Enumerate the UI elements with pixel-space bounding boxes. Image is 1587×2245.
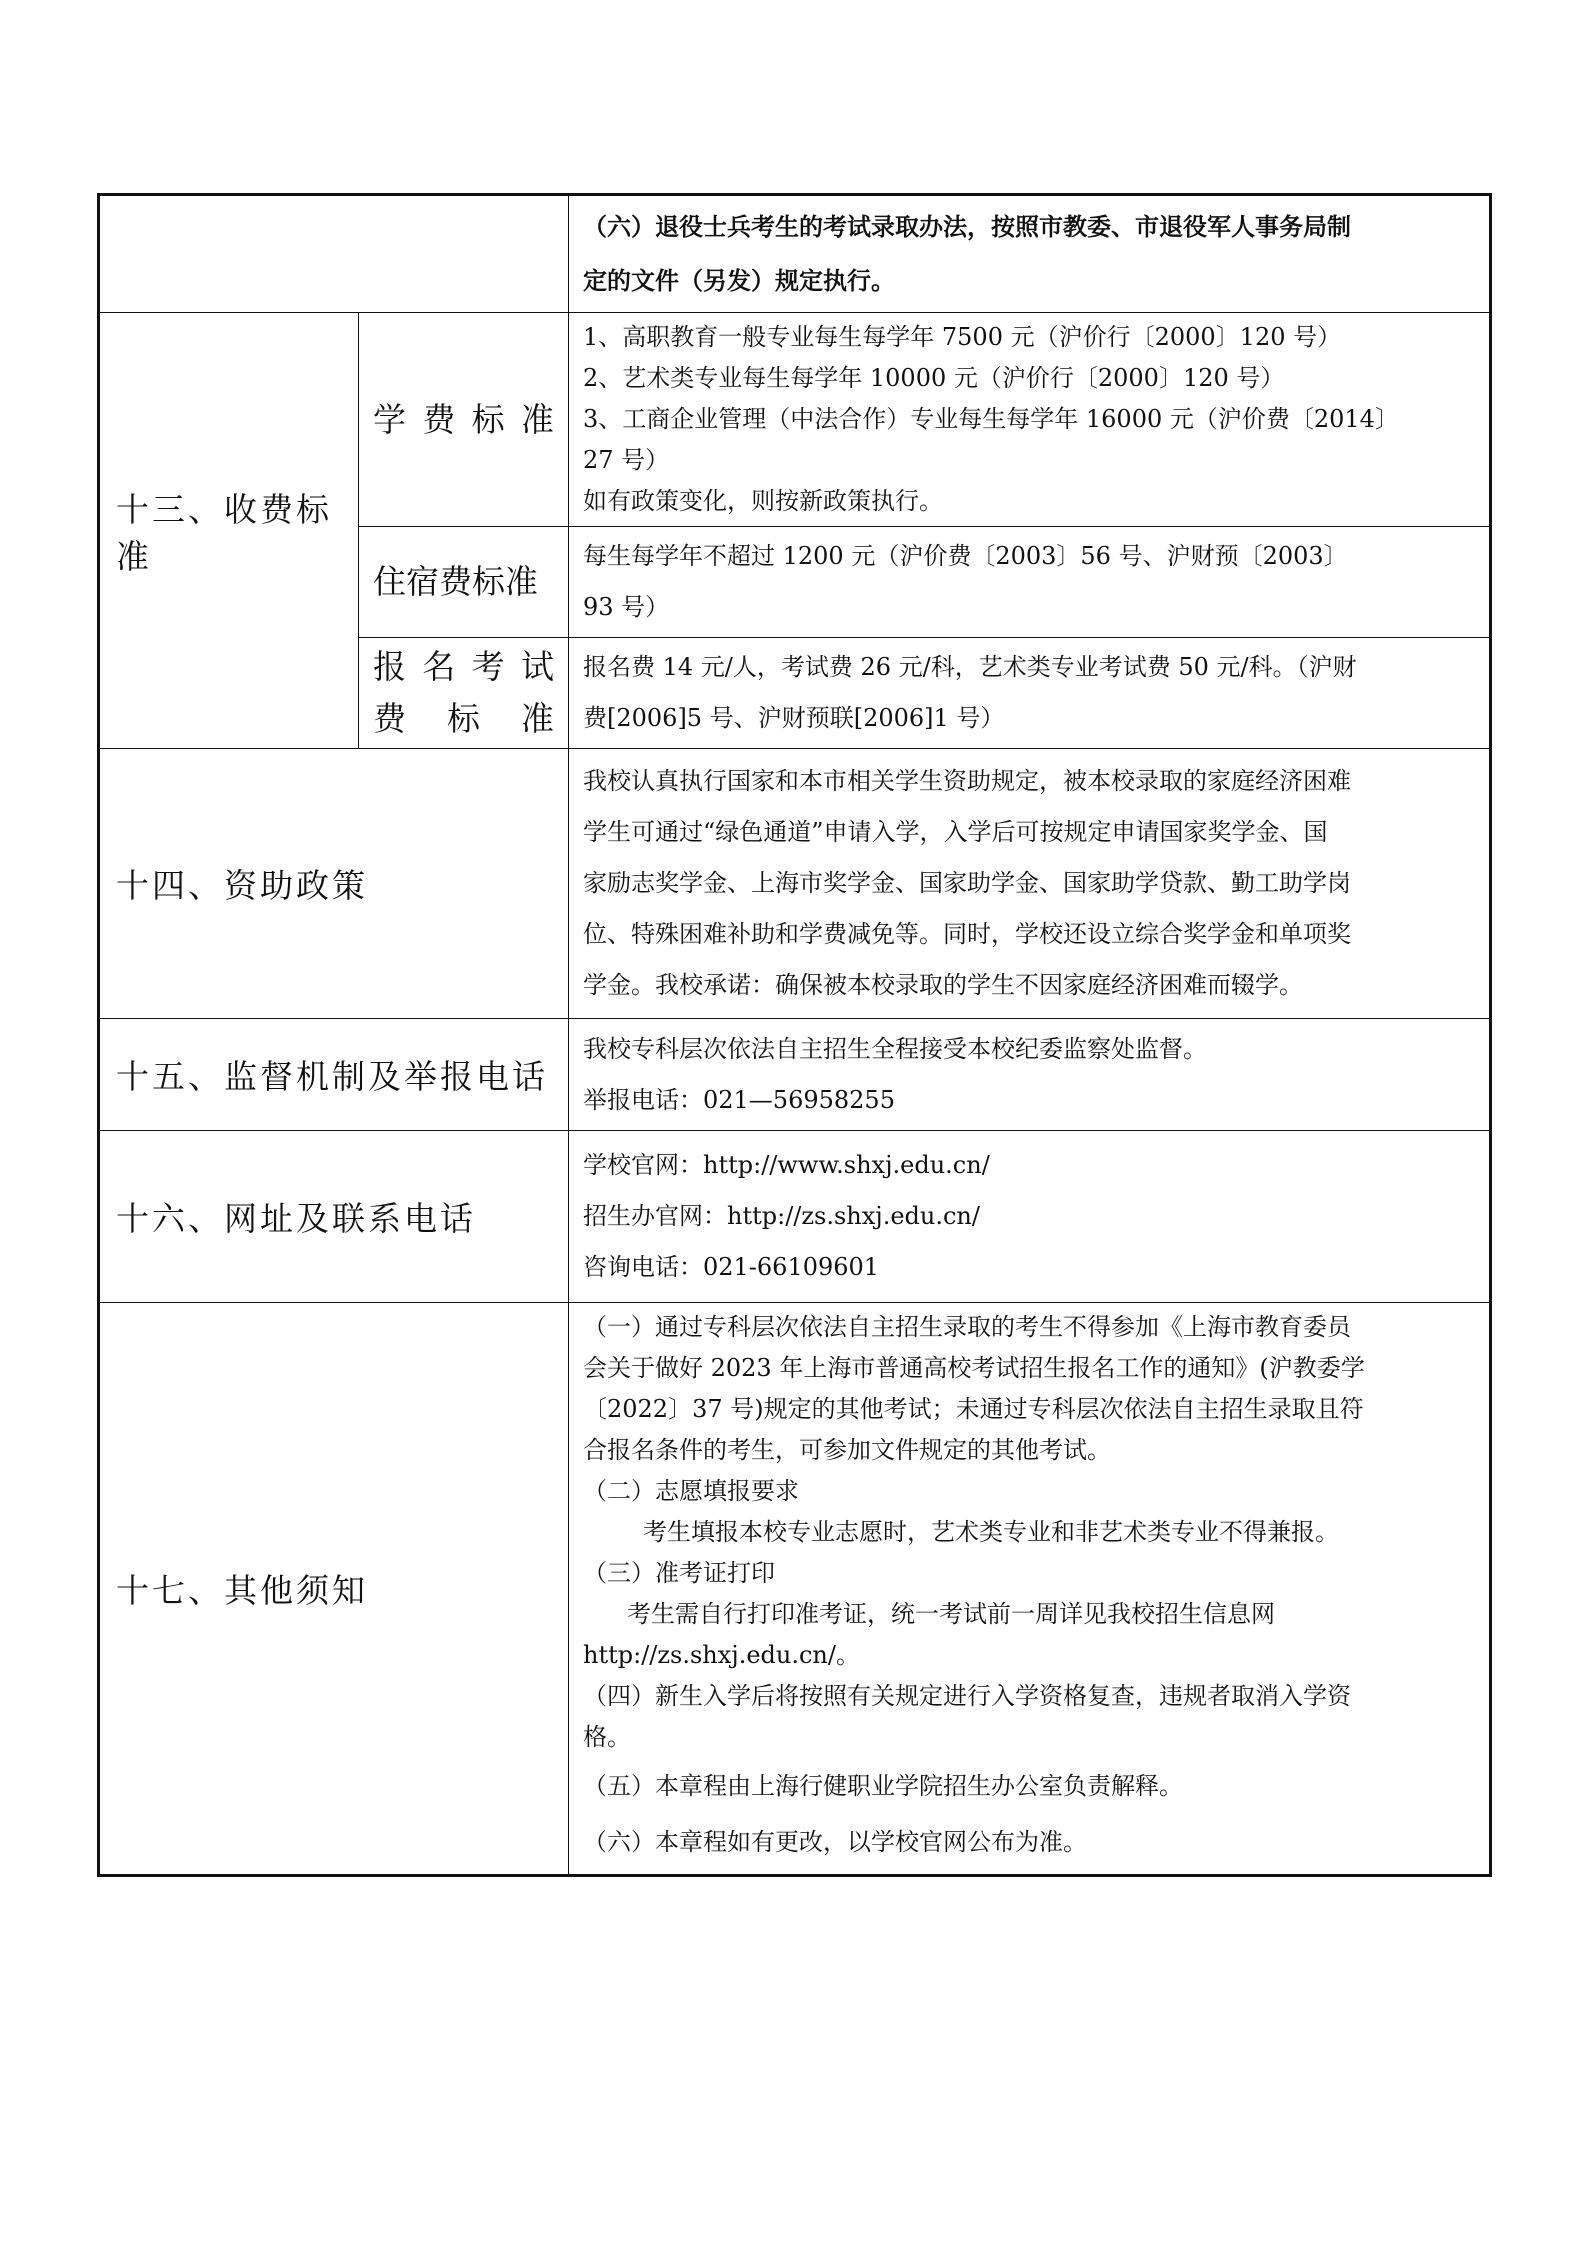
content-line[interactable]: http://zs.shxj.edu.cn/。: [583, 1641, 860, 1669]
content-line: 每生每学年不超过 1200 元（沪价费〔2003〕56 号、沪财预〔2003〕: [583, 542, 1348, 570]
content-line: 报名费 14 元/人，考试费 26 元/科，艺术类专业考试费 50 元/科。（沪财: [583, 653, 1357, 681]
label-char: 标: [447, 699, 480, 738]
category-supervision: 十五、监督机制及举报电话: [99, 1019, 569, 1131]
supervision-content: [569, 1019, 1491, 1131]
exam-fee-content: [569, 638, 1491, 749]
content-line: 家励志奖学金、上海市奖学金、国家助学金、国家助学贷款、勤工助学岗: [583, 869, 1351, 897]
label-char: 试: [520, 647, 554, 686]
content-line: 2、艺术类专业每生每学年 10000 元（沪价行〔2000〕120 号）: [583, 364, 1285, 392]
category-other-notes: 十七、其他须知: [99, 1303, 569, 1876]
label-char: 名: [422, 647, 456, 686]
content-line: 会关于做好 2023 年上海市普通高校考试招生报名工作的通知》(沪教委学: [583, 1354, 1365, 1382]
content-line: （二）志愿填报要求: [583, 1477, 799, 1505]
label-char: 标: [471, 399, 505, 439]
content-line: 举报电话：021—56958255: [583, 1085, 895, 1114]
admission-website-line[interactable]: 招生办官网：http://zs.shxj.edu.cn/: [583, 1202, 980, 1230]
empty-category-cell: [99, 195, 569, 313]
content-line: 费[2006]5 号、沪财预联[2006]1 号）: [583, 704, 1005, 732]
category-financial-aid: 十四、资助政策: [99, 749, 569, 1019]
label-char: 报: [373, 647, 406, 686]
content-line: 如有政策变化，则按新政策执行。: [583, 487, 943, 515]
row-tuition: [99, 313, 1491, 527]
row-contact: [99, 1131, 1491, 1303]
content-line: 27 号）: [583, 446, 670, 474]
row-retired-soldiers: [99, 195, 1491, 313]
label-char: 准: [520, 399, 554, 439]
content-line: 3、工商企业管理（中法合作）专业每生每学年 16000 元（沪价费〔2014〕: [583, 405, 1399, 433]
tuition-content: [569, 313, 1491, 527]
content-line: （三）准考证打印: [583, 1559, 775, 1587]
accommodation-content: [569, 527, 1491, 638]
content-line: 学生可通过“绿色通道”申请入学，入学后可按规定申请国家奖学金、国: [583, 818, 1328, 846]
phone-line: 咨询电话：021-66109601: [583, 1253, 880, 1281]
content-line: （六）本章程如有更改，以学校官网公布为准。: [583, 1828, 1087, 1856]
label-exam-fee: [359, 638, 569, 749]
financial-aid-content: [569, 749, 1491, 1019]
row-other-notes: [99, 1303, 1491, 1876]
row-financial-aid: [99, 749, 1491, 1019]
category-fees: 十三、收费标准: [99, 313, 359, 749]
label-char: 准: [521, 699, 554, 738]
admission-charter-table: [97, 193, 1492, 1877]
label-char: 考: [471, 647, 505, 686]
label-text: 住宿费标准: [373, 562, 538, 601]
retired-soldiers-content: [569, 195, 1491, 313]
content-line: 定的文件（另发）规定执行。: [583, 266, 895, 295]
other-notes-content: [569, 1303, 1491, 1876]
content-line: 93 号）: [583, 593, 670, 621]
category-contact: 十六、网址及联系电话: [99, 1131, 569, 1303]
content-line: 考生需自行打印准考证，统一考试前一周详见我校招生信息网: [627, 1600, 1275, 1628]
content-line: （四）新生入学后将按照有关规定进行入学资格复查，违规者取消入学资: [583, 1682, 1351, 1710]
content-line: （一）通过专科层次依法自主招生录取的考生不得参加《上海市教育委员: [583, 1313, 1351, 1341]
content-line: 格。: [583, 1723, 631, 1751]
label-char: 学: [373, 399, 406, 439]
label-char: 费: [373, 699, 406, 738]
content-line: 我校认真执行国家和本市相关学生资助规定，被本校录取的家庭经济困难: [583, 767, 1351, 795]
label-char: 费: [422, 399, 456, 439]
label-accommodation: [359, 527, 569, 638]
contact-content: [569, 1131, 1491, 1303]
website-line[interactable]: 学校官网：http://www.shxj.edu.cn/: [583, 1151, 990, 1179]
content-line: 考生填报本校专业志愿时，艺术类专业和非艺术类专业不得兼报。: [643, 1518, 1339, 1546]
content-line: （六）退役士兵考生的考试录取办法，按照市教委、市退役军人事务局制: [583, 212, 1351, 241]
content-line: 〔2022〕37 号)规定的其他考试；未通过专科层次依法自主招生录取且符: [583, 1395, 1364, 1423]
content-line: （五）本章程由上海行健职业学院招生办公室负责解释。: [583, 1772, 1183, 1800]
content-line: 1、高职教育一般专业每生每学年 7500 元（沪价行〔2000〕120 号）: [583, 323, 1342, 351]
content-line: 学金。我校承诺：确保被本校录取的学生不因家庭经济困难而辍学。: [583, 971, 1303, 999]
content-line: 位、特殊困难补助和学费减免等。同时，学校还设立综合奖学金和单项奖: [583, 920, 1351, 948]
content-line: 我校专科层次依法自主招生全程接受本校纪委监察处监督。: [583, 1034, 1207, 1063]
content-line: 合报名条件的考生，可参加文件规定的其他考试。: [583, 1436, 1111, 1464]
label-tuition: [359, 313, 569, 527]
row-supervision: [99, 1019, 1491, 1131]
